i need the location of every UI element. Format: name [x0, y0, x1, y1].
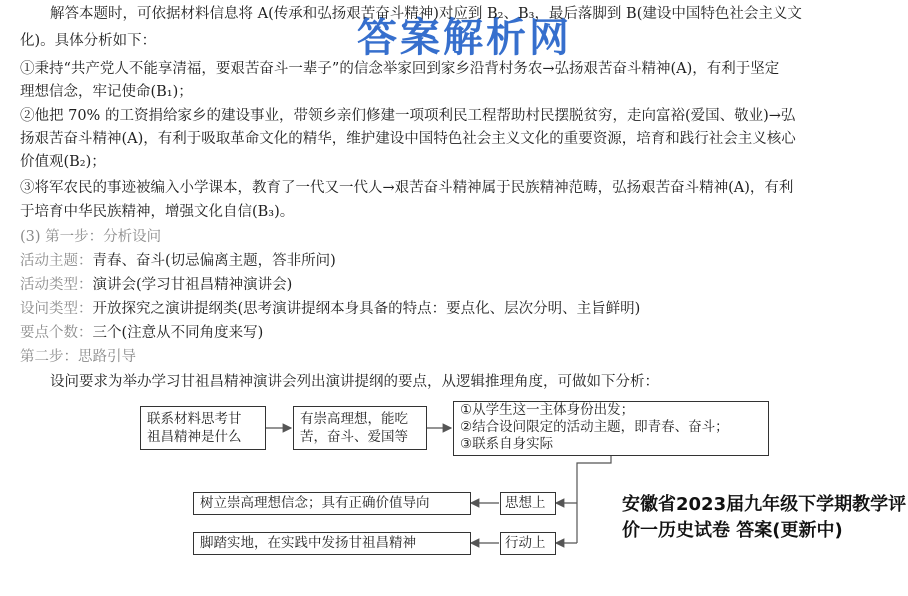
box-approach-line1: ①从学生这一主体身份出发；	[460, 402, 635, 418]
paragraph-line: ③将军农民的事迹被编入小学课本，教育了一代又一代人→艰苦奋斗精神属于民族精神范畴，弘扬艰苦奋斗精神(A)，有利	[20, 180, 794, 196]
diagram-box-thought: 思想上	[500, 492, 556, 515]
question-type-label: 设问类型：	[20, 301, 93, 317]
paragraph-line: ①秉持“共产党人不能享清福，要艰苦奋斗一辈子”的信念举家回到家乡沿背村务农→弘扬艰苦奋斗精神(A)，有利于坚定	[20, 61, 780, 77]
diagram-box-result-action: 脚踏实地，在实践中发扬甘祖昌精神	[193, 532, 471, 555]
step-one-heading: (3) 第一步：分析设问	[20, 229, 162, 245]
box-approach-line3: ③联系自身实际	[460, 436, 554, 452]
box-spirit-line1: 有崇高理想，能吃	[300, 411, 408, 427]
diagram-box-action: 行动上	[500, 532, 556, 555]
paragraph-line: ②他把 70% 的工资捐给家乡的建设事业，带领乡亲们修建一项项利民工程帮助村民摆脱贫穷，走向富裕(爱国、敬业)→弘	[20, 108, 796, 124]
count-label: 要点个数：	[20, 325, 93, 341]
paragraph-line: 化)。具体分析如下：	[20, 33, 157, 49]
exam-title-overlay: 安徽省2023届九年级下学期教学评价一历史试卷 答案(更新中)	[622, 494, 907, 541]
paragraph-line: 理想信念，牢记使命(B₁)；	[20, 84, 193, 100]
box-think-line1: 联系材料思考甘	[147, 411, 242, 427]
watermark: 答案解析网	[357, 15, 572, 61]
paragraph-line: 价值观(B₂)；	[20, 154, 106, 170]
paragraph-line: 解答本题时，可依据材料信息将 A(传承和弘扬艰苦奋斗精神)对应到 B₂、B₃，最后落脚到 B(建设中国特色社会主义文	[50, 6, 802, 22]
diagram-box-think	[140, 406, 266, 450]
type-label: 活动类型：	[20, 277, 93, 293]
box-think-line2: 祖昌精神是什么	[147, 429, 242, 445]
paragraph-line: 扬艰苦奋斗精神(A)，有利于吸取革命文化的精华，维护建设中国特色社会主义文化的重要资源，培育和践行社会主义核心	[20, 131, 796, 147]
paragraph-line: 于培育中华民族精神，增强文化自信(B₃)。	[20, 204, 295, 220]
step-two-heading: 第二步：思路引导	[20, 349, 136, 365]
diagram-box-spirit	[293, 406, 427, 450]
type-value: 演讲会(学习甘祖昌精神演讲会)	[92, 277, 293, 293]
box-spirit-line2: 苦，奋斗、爱国等	[300, 429, 408, 445]
question-type-value: 开放探究之演讲提纲类(思考演讲提纲本身具备的特点：要点化、层次分明、主旨鲜明)	[92, 301, 641, 317]
intro-line: 设问要求为举办学习甘祖昌精神演讲会列出演讲提纲的要点，从逻辑推理角度，可做如下分析：	[50, 374, 659, 390]
diagram-box-result-thought: 树立崇高理想信念；具有正确价值导向	[193, 492, 471, 515]
theme-label: 活动主题：	[20, 253, 93, 269]
theme-value: 青春、奋斗(切忌偏离主题，答非所问)	[92, 253, 336, 269]
diagram-box-approach	[453, 401, 769, 456]
box-approach-line2: ②结合设问限定的活动主题，即青春、奋斗；	[460, 419, 729, 435]
count-value: 三个(注意从不同角度来写)	[92, 325, 264, 341]
